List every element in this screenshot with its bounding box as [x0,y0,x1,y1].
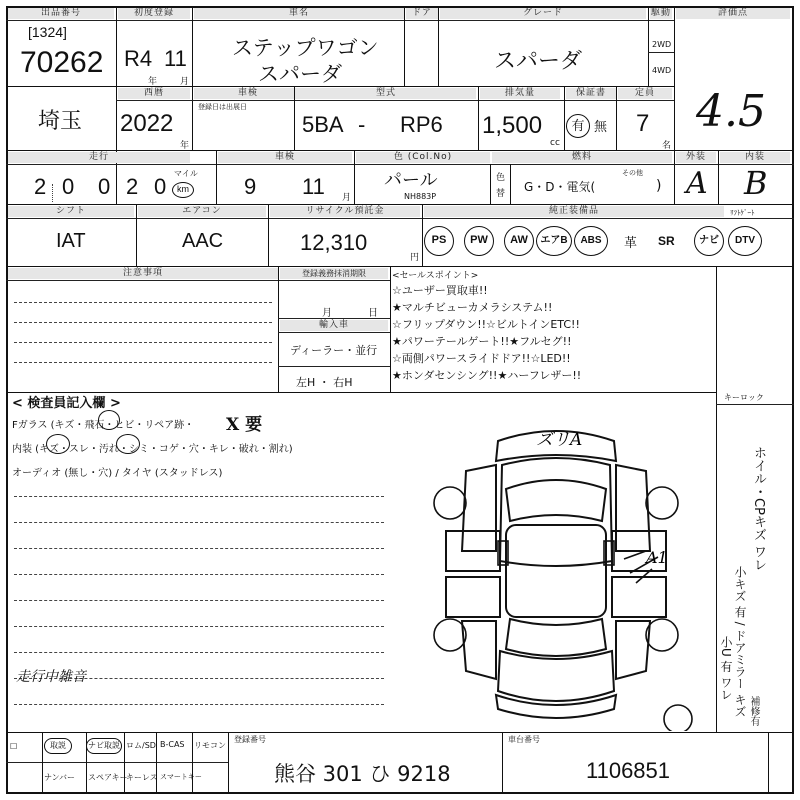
shaken-date-label: 車検 [218,152,352,163]
model-year: 2022 [120,110,174,137]
left-rear-wheel [434,619,466,651]
katashiki-prefix: 5BA [302,112,344,137]
color-change-2: 替 [496,189,506,199]
interior-circle-mark-2 [116,434,140,454]
equip-leather: 革 [624,236,638,251]
auction-sheet [6,6,794,794]
bottom-item-plate: ナンバー [44,773,76,782]
bottom-item-bcas: B-CAS [160,740,185,749]
reg-expiry-label: 登録義務抹消期限 [280,268,388,279]
right-rear-fender [616,621,650,679]
warranty-no: 無 [594,120,608,135]
bottom-item-manual: 取説 [44,738,72,754]
left-rear-fender [462,621,496,679]
sales-point: ★パワーテールゲート!!★フルセグ!! [392,335,572,348]
rear-glass-shape [506,619,606,656]
handle-side: 左H ・ 右H [296,376,353,389]
color: パール [384,170,438,191]
model-label: 車名 [194,8,404,19]
right-front-fender [616,465,650,551]
side-text-2: 小キズ 有 / ドアミラー キズ [733,566,747,718]
notes-label: 注意事項 [8,268,278,279]
recycle-unit: 円 [410,253,420,263]
shaken-month: 11 [302,174,325,199]
first-reg-era: R4 [124,46,153,71]
shaken-year: 9 [244,174,257,199]
roof-shape [506,525,606,617]
displacement: 1,500 [482,112,543,139]
icon-column-mark: ☐ [10,742,18,751]
capacity: 7 [636,110,650,137]
side-text-1: ホイル・CPキズ ワレ [751,446,766,572]
bottom-item-spare-key: スペアキー [88,773,128,782]
hood-shape [500,458,612,566]
recycle-value: 12,310 [300,230,368,255]
inspector-label: < 検査員記入欄 > [12,396,121,411]
mileage-digit: 0 [154,174,167,199]
capacity-label: 定員 [618,88,672,99]
interior-circle-mark-1 [46,434,70,454]
first-reg-label: 初度登録 [118,8,190,19]
windshield-shape [506,480,606,521]
color-label: 色 (Col.No) [356,152,490,163]
first-reg-month: 11 [164,46,187,71]
sales-points [392,282,712,384]
lot-bracket: [1324] [28,24,67,40]
score-handwritten: 4.5 [696,86,766,137]
grade-label: グレード [440,8,646,19]
drive-4wd: 4WD [652,66,672,75]
equip-abs: ABS [574,226,608,256]
lot-label: 出品番号 [8,8,114,19]
capacity-unit: 名 [662,141,672,151]
fuel-close: ) [656,178,662,194]
sales-label: <セールスポイント> [392,271,479,281]
frame-label: 車台番号 [508,735,540,744]
shift-value: IAT [56,230,86,252]
equip-dtv: DTV [728,226,762,256]
sales-point: ☆両側パワースライドドア!!☆LED!! [392,352,571,365]
model-year-suffix: 年 [180,141,190,151]
plate-label: 登録番号 [234,735,266,744]
plate-number: 熊谷 301 ひ 9218 [274,762,451,786]
sales-point: ★ホンダセンシング!!★ハーフレザー!! [392,369,582,382]
shift-label: シフト [8,206,134,217]
left-rear-door [446,577,500,617]
right-rear-wheel [646,619,678,651]
drive-label: 駆動 [650,8,671,18]
bottom-item-smart-key: スマートキー [160,773,202,781]
score-label: 評価点 [676,8,790,19]
drive-2wd: 2WD [652,40,672,49]
equipment-label: 純正装備品 [424,206,724,217]
sales-point: ☆フリップダウン!!☆ビルトインETC!! [392,318,580,331]
inspector-line-3: オーディオ (無し・穴) / タイヤ (スタッドレス) [12,468,223,479]
year-unit: 年 [148,77,158,87]
mileage-unit-km: km [172,182,194,198]
equip-aw: AW [504,226,534,256]
spare-tire [664,705,692,731]
grade-value: スパーダ [494,49,583,74]
frame-number: 1106851 [586,758,671,783]
katashiki-code: RP6 [400,112,443,137]
mileage-label: 走行 [8,152,190,163]
mileage-digit: 0 [98,174,111,199]
equip-ps: PS [424,226,454,256]
bottom-item-navi-manual: ナビ取説 [86,738,122,754]
katashiki-dash: - [358,112,366,137]
inspector-note: 走行中雑音 [16,669,86,685]
car-diagram [406,401,706,731]
interior-label: 内装 [720,152,790,163]
left-front-wheel [434,487,466,519]
region: 埼玉 [38,109,83,134]
exterior-grade: A [686,166,708,201]
katashiki-label: 型式 [296,88,476,99]
reg-expiry-day: 日 [368,308,378,319]
fuel-other: その他 [622,169,643,177]
equip-pw: PW [464,226,494,256]
exterior-label: 外装 [676,152,716,163]
year-label: 西暦 [118,88,190,99]
bottom-item-remote: リモコン [194,741,226,750]
sales-point: ★マルチビューカメラシステム!! [392,301,553,314]
mileage-digit: 2 [126,174,139,199]
mileage-unit-mile: マイル [174,169,198,178]
warranty-label: 保証書 [566,88,616,99]
right-front-wheel [646,487,678,519]
equip-airbag: エアB [536,226,572,256]
equip-sr: SR [658,234,675,248]
cc-unit: cc [550,138,560,148]
mileage-digit: 0 [62,174,75,199]
glass-circle-mark [98,410,120,430]
diagram-note-side: A1 [646,548,668,567]
import-label: 輸入車 [280,320,388,331]
door-label: ドア [406,8,438,19]
bottom-item-rom: ロム/SD [126,741,156,750]
shaken-label: 車検 [194,88,302,99]
side-text-4: 補修有 [748,696,759,726]
reg-expiry-month: 月 [322,308,332,319]
left-front-fender [462,465,496,551]
fuel: G・D・電気( [524,180,596,194]
right-rear-door [612,577,666,617]
rear-gate-shape [498,651,614,701]
mileage-digit: 2 [34,174,47,199]
keylock-label: キーロック [724,393,764,402]
month-unit: 月 [180,77,190,87]
model-line2: スパーダ [258,62,342,86]
inspector-line-2: 内装 (キズ・スレ・汚れ・シミ・コゲ・穴・キレ・破れ・割れ) [12,444,293,455]
shaken-note: 登録日は出展日 [198,103,247,111]
recycle-label: リサイクル預託金 [270,206,420,217]
interior-grade: B [744,164,768,202]
glass-handwrite: X 要 [226,415,263,435]
fuel-label: 燃料 [492,152,672,163]
diagram-note-top: ズリA [536,430,583,450]
shaken-month-unit: 月 [342,193,352,203]
inspector-line-1: Fガラス (キズ・飛石・ヒビ・リペア跡・ [12,420,195,431]
warranty-yes: 有 [566,114,590,138]
model-line1: ステップワゴン [232,36,379,60]
equip-navi: ナビ [694,226,724,256]
bottom-item-keyless: キーレス [126,773,158,782]
aircon-value: AAC [182,230,224,252]
aircon-label: エアコン [138,206,266,217]
color-change-1: 色 [496,173,506,183]
rear-bumper-shape [496,695,616,718]
side-text-3: 小U 有 ワレ [719,636,733,701]
import-type: ディーラー・並行 [290,344,378,357]
displacement-label: 排気量 [480,88,560,99]
lot-number: 70262 [20,46,104,79]
etc-label: ﾘﾌﾄｹﾞｰﾄ [730,209,755,217]
sales-point: ☆ユーザー買取車!! [392,284,488,297]
color-no: NH883P [404,192,437,201]
